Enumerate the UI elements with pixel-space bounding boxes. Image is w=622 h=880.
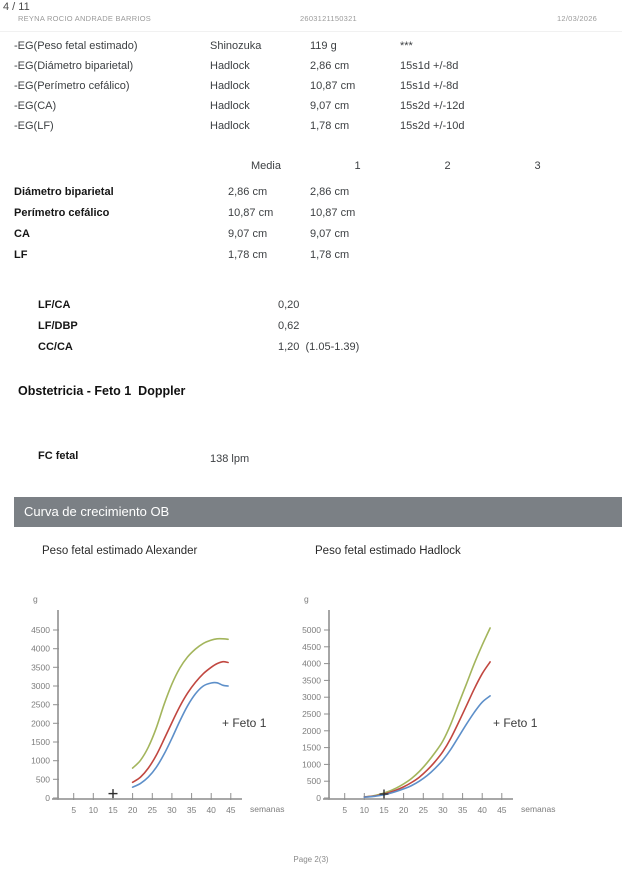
svg-text:35: 35 xyxy=(186,805,197,815)
curve-lower xyxy=(364,696,490,797)
svg-text:35: 35 xyxy=(457,805,468,815)
study-id: 2603121150321 xyxy=(300,14,357,23)
table-row xyxy=(0,58,622,78)
measurement-feto1: 9,07 cm xyxy=(310,228,350,240)
svg-text:5000: 5000 xyxy=(302,625,321,635)
measurement-media: 10,87 cm xyxy=(228,207,274,219)
legend-feto1: + Feto 1 xyxy=(222,716,267,730)
legend-feto1: + Feto 1 xyxy=(493,716,538,730)
table-row xyxy=(0,205,622,226)
eg-row-method: Shinozuka xyxy=(210,40,262,52)
curve-upper xyxy=(133,639,229,768)
measurements-table-header xyxy=(0,160,622,178)
chart-title-alexander: Peso fetal estimado Alexander xyxy=(42,545,198,557)
table-row xyxy=(0,118,622,138)
svg-text:0: 0 xyxy=(316,793,321,803)
ratio-value: 0,20 xyxy=(278,299,300,311)
growth-curve-banner: Curva de crecimiento OB xyxy=(14,497,622,527)
eg-row-gestational-age: 15s2d +/-10d xyxy=(400,120,465,132)
svg-text:25: 25 xyxy=(147,805,158,815)
eg-row-value: 1,78 cm xyxy=(310,120,350,132)
curve-lower xyxy=(133,683,229,788)
svg-text:40: 40 xyxy=(206,805,216,815)
measurements-column-header: 1 xyxy=(354,160,361,172)
eg-row-value: 10,87 cm xyxy=(310,80,356,92)
header-divider xyxy=(0,31,622,32)
measurement-feto1: 2,86 cm xyxy=(310,186,350,198)
x-axis-label: semanas xyxy=(521,804,556,814)
svg-text:4000: 4000 xyxy=(31,643,50,654)
measurement-feto1: 10,87 cm xyxy=(310,207,356,219)
ratio-value: 0,62 xyxy=(278,320,300,332)
svg-text:30: 30 xyxy=(167,805,177,815)
growth-chart-hadlock xyxy=(279,580,579,828)
svg-text:40: 40 xyxy=(477,805,487,815)
measurement-label: Perímetro cefálico xyxy=(14,207,110,219)
chart-canvas xyxy=(8,580,308,828)
svg-text:15: 15 xyxy=(379,805,389,815)
measurement-media: 1,78 cm xyxy=(228,249,268,261)
svg-text:3000: 3000 xyxy=(302,692,321,703)
eg-row-gestational-age: 15s1d +/-8d xyxy=(400,60,459,72)
eg-row-label: -EG(LF) xyxy=(14,120,54,132)
y-axis-unit-label: g xyxy=(304,594,309,604)
svg-text:500: 500 xyxy=(306,776,321,787)
svg-text:10: 10 xyxy=(88,805,99,815)
doppler-heading: Obstetricia - Feto 1 Doppler xyxy=(18,384,186,398)
eg-row-value: 2,86 cm xyxy=(310,60,350,72)
eg-row-gestational-age: *** xyxy=(400,40,413,52)
chart-title-hadlock: Peso fetal estimado Hadlock xyxy=(315,545,461,557)
measurements-column-header: 2 xyxy=(444,160,451,172)
chart-canvas xyxy=(279,580,579,828)
svg-text:3000: 3000 xyxy=(31,681,50,691)
svg-text:1500: 1500 xyxy=(302,742,321,753)
eg-row-method: Hadlock xyxy=(210,100,250,112)
measurement-label: CA xyxy=(14,228,30,240)
svg-text:25: 25 xyxy=(418,805,429,815)
measurements-table xyxy=(0,184,622,268)
table-row xyxy=(0,297,622,318)
eg-row-value: 119 g xyxy=(310,40,337,52)
table-row xyxy=(0,98,622,118)
ratio-value: 1,20 (1.05-1.39) xyxy=(278,341,360,353)
svg-text:2500: 2500 xyxy=(302,709,321,719)
table-row xyxy=(0,247,622,268)
svg-text:20: 20 xyxy=(398,805,409,815)
eg-row-method: Hadlock xyxy=(210,120,250,132)
eg-row-method: Hadlock xyxy=(210,80,250,92)
svg-text:1000: 1000 xyxy=(31,755,50,766)
eg-table xyxy=(0,38,622,138)
svg-text:1000: 1000 xyxy=(302,759,321,770)
feto1-marker-icon xyxy=(109,789,118,798)
ratio-label: LF/CA xyxy=(38,299,71,311)
table-row xyxy=(0,318,622,339)
svg-text:5: 5 xyxy=(71,805,77,815)
ratios-table xyxy=(0,297,622,360)
eg-row-gestational-age: 15s2d +/-12d xyxy=(400,100,465,112)
svg-text:30: 30 xyxy=(438,805,448,815)
svg-text:1500: 1500 xyxy=(31,737,50,747)
measurement-label: Diámetro biparietal xyxy=(14,186,114,198)
report-date: 12/03/2026 xyxy=(557,14,598,23)
curve-median xyxy=(133,662,229,783)
table-row xyxy=(0,38,622,58)
svg-text:5: 5 xyxy=(342,805,348,815)
patient-name: REYNA ROCIO ANDRADE BARRIOS xyxy=(18,14,152,23)
measurements-column-header: 3 xyxy=(534,160,541,172)
page-footer: Page 2(3) xyxy=(293,855,329,864)
table-row xyxy=(0,226,622,247)
feto1-marker-icon xyxy=(380,790,389,799)
svg-text:2500: 2500 xyxy=(31,699,50,710)
table-row xyxy=(0,78,622,98)
svg-text:3500: 3500 xyxy=(302,675,321,686)
svg-text:45: 45 xyxy=(497,805,507,815)
ratio-label: CC/CA xyxy=(38,341,73,353)
eg-row-label: -EG(Diámetro biparietal) xyxy=(14,60,134,72)
svg-text:2000: 2000 xyxy=(302,725,321,736)
svg-text:4500: 4500 xyxy=(302,641,321,652)
eg-row-value: 9,07 cm xyxy=(310,100,350,112)
growth-chart-alexander xyxy=(8,580,308,828)
x-axis-label: semanas xyxy=(250,804,285,814)
table-row xyxy=(0,339,622,360)
svg-text:2000: 2000 xyxy=(31,718,50,729)
svg-text:15: 15 xyxy=(108,805,118,815)
measurement-label: LF xyxy=(14,249,28,261)
svg-text:3500: 3500 xyxy=(31,662,50,673)
fc-fetal-label: FC fetal xyxy=(38,450,79,462)
svg-text:500: 500 xyxy=(35,774,50,785)
eg-row-label: -EG(Peso fetal estimado) xyxy=(14,40,138,52)
measurements-column-header: Media xyxy=(251,160,281,172)
ratio-label: LF/DBP xyxy=(38,320,78,332)
svg-text:4500: 4500 xyxy=(31,625,50,635)
svg-text:4000: 4000 xyxy=(302,658,321,669)
fc-fetal-value: 138 lpm xyxy=(210,453,250,465)
svg-text:20: 20 xyxy=(127,805,138,815)
curve-upper xyxy=(364,628,490,797)
table-row xyxy=(0,184,622,205)
eg-row-label: -EG(CA) xyxy=(14,100,57,112)
svg-text:45: 45 xyxy=(226,805,236,815)
svg-text:10: 10 xyxy=(359,805,370,815)
y-axis-unit-label: g xyxy=(33,594,38,604)
curve-median xyxy=(364,662,490,797)
eg-row-method: Hadlock xyxy=(210,60,250,72)
eg-row-label: -EG(Perímetro cefálico) xyxy=(14,80,130,92)
measurement-media: 2,86 cm xyxy=(228,186,268,198)
svg-text:0: 0 xyxy=(45,793,50,803)
eg-row-gestational-age: 15s1d +/-8d xyxy=(400,80,459,92)
measurement-feto1: 1,78 cm xyxy=(310,249,350,261)
measurement-media: 9,07 cm xyxy=(228,228,268,240)
page-indicator: 4 / 11 xyxy=(3,1,30,13)
